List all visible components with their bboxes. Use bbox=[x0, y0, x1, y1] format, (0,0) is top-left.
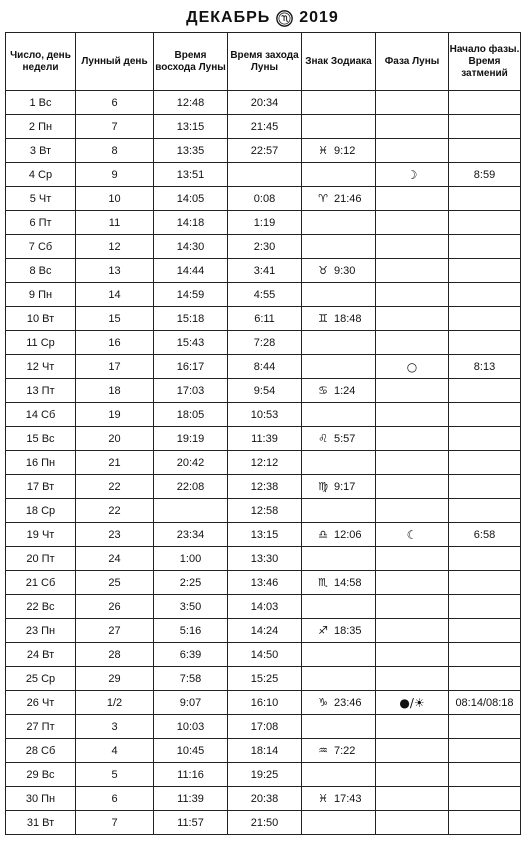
zodiac-cell bbox=[302, 667, 376, 691]
phase-start-cell bbox=[449, 763, 521, 787]
zodiac-cell bbox=[302, 115, 376, 139]
moon-phase-cell bbox=[376, 403, 449, 427]
moonrise-cell: 20:42 bbox=[154, 451, 228, 475]
date-cell: 26 Чт bbox=[6, 691, 76, 715]
zodiac-cell bbox=[302, 715, 376, 739]
zodiac-time: 17:43 bbox=[334, 793, 362, 805]
moon-phase-cell bbox=[376, 235, 449, 259]
moonset-cell: 6:11 bbox=[228, 307, 302, 331]
moonrise-cell: 23:34 bbox=[154, 523, 228, 547]
zodiac-cell bbox=[302, 331, 376, 355]
moon-calendar-table bbox=[5, 32, 521, 835]
moonset-cell: 9:54 bbox=[228, 379, 302, 403]
moonrise-cell: 10:03 bbox=[154, 715, 228, 739]
lunar-day-cell: 7 bbox=[76, 811, 154, 835]
lunar-day-cell: 15 bbox=[76, 307, 154, 331]
zodiac-cell bbox=[302, 547, 376, 571]
moon-phase-cell bbox=[376, 715, 449, 739]
table-row bbox=[6, 643, 521, 667]
zodiac-sign-icon: ♐ bbox=[318, 624, 328, 637]
lunar-day-cell: 18 bbox=[76, 379, 154, 403]
lunar-day-cell: 4 bbox=[76, 739, 154, 763]
title-year: 2019 bbox=[299, 9, 339, 26]
zodiac-cell bbox=[302, 139, 376, 163]
date-cell: 11 Ср bbox=[6, 331, 76, 355]
table-row bbox=[6, 787, 521, 811]
phase-start-cell bbox=[449, 739, 521, 763]
phase-start-cell bbox=[449, 667, 521, 691]
table-row bbox=[6, 187, 521, 211]
zodiac-time: 14:58 bbox=[334, 577, 362, 589]
moonset-cell: 13:15 bbox=[228, 523, 302, 547]
lunar-day-cell: 12 bbox=[76, 235, 154, 259]
moonset-cell: 0:08 bbox=[228, 187, 302, 211]
moonset-cell: 3:41 bbox=[228, 259, 302, 283]
column-header-phase-start: Начало фазы. Время затмений bbox=[449, 33, 521, 91]
phase-start-cell bbox=[449, 379, 521, 403]
moon-phase-icon: ●/☀ bbox=[399, 695, 425, 710]
moon-phase-cell bbox=[376, 331, 449, 355]
phase-start-cell bbox=[449, 283, 521, 307]
phase-start-cell bbox=[449, 187, 521, 211]
lunar-day-cell: 25 bbox=[76, 571, 154, 595]
phase-start-cell bbox=[449, 259, 521, 283]
zodiac-cell bbox=[302, 427, 376, 451]
moonrise-cell: 11:57 bbox=[154, 811, 228, 835]
moon-phase-icon: ○ bbox=[406, 359, 418, 374]
moonrise-cell: 15:18 bbox=[154, 307, 228, 331]
zodiac-time: 9:30 bbox=[334, 265, 356, 277]
lunar-day-cell: 6 bbox=[76, 91, 154, 115]
moon-phase-cell bbox=[376, 139, 449, 163]
moonrise-cell: 14:59 bbox=[154, 283, 228, 307]
moonrise-cell bbox=[154, 499, 228, 523]
moon-phase-cell bbox=[376, 571, 449, 595]
table-row bbox=[6, 259, 521, 283]
date-cell: 10 Вт bbox=[6, 307, 76, 331]
moon-phase-cell bbox=[376, 379, 449, 403]
table-row bbox=[6, 667, 521, 691]
date-cell: 28 Сб bbox=[6, 739, 76, 763]
date-cell: 25 Ср bbox=[6, 667, 76, 691]
capricorn-medallion-icon bbox=[276, 10, 293, 27]
zodiac-time: 23:46 bbox=[334, 697, 362, 709]
zodiac-cell bbox=[302, 643, 376, 667]
date-cell: 31 Вт bbox=[6, 811, 76, 835]
moonrise-cell: 11:39 bbox=[154, 787, 228, 811]
moonset-cell: 21:50 bbox=[228, 811, 302, 835]
lunar-day-cell: 21 bbox=[76, 451, 154, 475]
zodiac-sign-icon: ♓ bbox=[318, 792, 328, 805]
moonrise-cell: 14:30 bbox=[154, 235, 228, 259]
zodiac-cell bbox=[302, 763, 376, 787]
moon-phase-cell bbox=[376, 307, 449, 331]
calendar-page bbox=[5, 4, 520, 835]
column-header-moon-phase: Фаза Луны bbox=[376, 33, 449, 91]
table-row bbox=[6, 427, 521, 451]
moonrise-cell: 14:05 bbox=[154, 187, 228, 211]
phase-start-cell bbox=[449, 91, 521, 115]
lunar-day-cell: 17 bbox=[76, 355, 154, 379]
zodiac-cell bbox=[302, 739, 376, 763]
moonset-cell: 7:28 bbox=[228, 331, 302, 355]
lunar-day-cell: 29 bbox=[76, 667, 154, 691]
date-cell: 21 Сб bbox=[6, 571, 76, 595]
zodiac-time: 21:46 bbox=[334, 193, 362, 205]
table-row bbox=[6, 91, 521, 115]
moonset-cell: 11:39 bbox=[228, 427, 302, 451]
moon-phase-icon: ☽ bbox=[406, 167, 418, 182]
moonrise-cell: 15:43 bbox=[154, 331, 228, 355]
zodiac-cell bbox=[302, 451, 376, 475]
phase-start-cell bbox=[449, 715, 521, 739]
zodiac-sign-icon: ♏ bbox=[318, 576, 328, 589]
moonrise-cell: 7:58 bbox=[154, 667, 228, 691]
moonset-cell: 12:38 bbox=[228, 475, 302, 499]
moonrise-cell: 16:17 bbox=[154, 355, 228, 379]
phase-start-cell bbox=[449, 811, 521, 835]
phase-start-cell: 8:13 bbox=[449, 355, 521, 379]
lunar-day-cell: 19 bbox=[76, 403, 154, 427]
date-cell: 22 Вс bbox=[6, 595, 76, 619]
table-row bbox=[6, 571, 521, 595]
moonset-cell: 20:38 bbox=[228, 787, 302, 811]
moon-phase-cell bbox=[376, 115, 449, 139]
zodiac-time: 7:22 bbox=[334, 745, 356, 757]
moonrise-cell: 13:15 bbox=[154, 115, 228, 139]
moonrise-cell: 9:07 bbox=[154, 691, 228, 715]
moon-phase-cell bbox=[376, 523, 449, 547]
moonrise-cell: 18:05 bbox=[154, 403, 228, 427]
zodiac-cell bbox=[302, 259, 376, 283]
lunar-day-cell: 23 bbox=[76, 523, 154, 547]
table-body bbox=[6, 91, 521, 835]
zodiac-sign-icon: ♒ bbox=[318, 744, 328, 757]
moonset-cell: 13:46 bbox=[228, 571, 302, 595]
lunar-day-cell: 20 bbox=[76, 427, 154, 451]
table-row bbox=[6, 283, 521, 307]
zodiac-sign-icon: ♓ bbox=[318, 144, 328, 157]
zodiac-cell bbox=[302, 91, 376, 115]
moon-phase-cell bbox=[376, 691, 449, 715]
phase-start-cell bbox=[449, 139, 521, 163]
table-row bbox=[6, 763, 521, 787]
table-row bbox=[6, 139, 521, 163]
lunar-day-cell: 24 bbox=[76, 547, 154, 571]
lunar-day-cell: 28 bbox=[76, 643, 154, 667]
table-row bbox=[6, 451, 521, 475]
moonset-cell: 1:19 bbox=[228, 211, 302, 235]
date-cell: 20 Пт bbox=[6, 547, 76, 571]
table-row bbox=[6, 811, 521, 835]
moonset-cell: 8:44 bbox=[228, 355, 302, 379]
zodiac-cell bbox=[302, 475, 376, 499]
table-row bbox=[6, 163, 521, 187]
date-cell: 13 Пт bbox=[6, 379, 76, 403]
moon-phase-cell bbox=[376, 643, 449, 667]
phase-start-cell: 08:14/08:18 bbox=[449, 691, 521, 715]
table-header-row bbox=[6, 33, 521, 91]
zodiac-cell bbox=[302, 379, 376, 403]
moon-phase-cell bbox=[376, 451, 449, 475]
moonset-cell: 15:25 bbox=[228, 667, 302, 691]
title-month: ДЕКАБРЬ bbox=[186, 9, 271, 26]
moon-phase-cell bbox=[376, 667, 449, 691]
column-header-lunar-day: Лунный день bbox=[76, 33, 154, 91]
column-header-moonrise: Время восхода Луны bbox=[154, 33, 228, 91]
date-cell: 14 Сб bbox=[6, 403, 76, 427]
moon-phase-cell bbox=[376, 187, 449, 211]
zodiac-cell bbox=[302, 523, 376, 547]
phase-start-cell bbox=[449, 115, 521, 139]
lunar-day-cell: 9 bbox=[76, 163, 154, 187]
table-row bbox=[6, 739, 521, 763]
moonset-cell bbox=[228, 163, 302, 187]
zodiac-cell bbox=[302, 283, 376, 307]
moon-phase-cell bbox=[376, 739, 449, 763]
moonset-cell: 13:30 bbox=[228, 547, 302, 571]
moonset-cell: 12:58 bbox=[228, 499, 302, 523]
lunar-day-cell: 26 bbox=[76, 595, 154, 619]
zodiac-time: 18:48 bbox=[334, 313, 362, 325]
lunar-day-cell: 3 bbox=[76, 715, 154, 739]
zodiac-sign-icon: ♈ bbox=[318, 192, 328, 205]
phase-start-cell bbox=[449, 331, 521, 355]
lunar-day-cell: 7 bbox=[76, 115, 154, 139]
moon-phase-cell bbox=[376, 547, 449, 571]
phase-start-cell bbox=[449, 547, 521, 571]
phase-start-cell bbox=[449, 787, 521, 811]
zodiac-cell bbox=[302, 499, 376, 523]
date-cell: 23 Пн bbox=[6, 619, 76, 643]
moonset-cell: 22:57 bbox=[228, 139, 302, 163]
column-header-zodiac-sign: Знак Зодиака bbox=[302, 33, 376, 91]
moon-phase-icon: ☾ bbox=[406, 527, 418, 542]
table-row bbox=[6, 235, 521, 259]
table-row bbox=[6, 523, 521, 547]
moonrise-cell: 3:50 bbox=[154, 595, 228, 619]
moonset-cell: 16:10 bbox=[228, 691, 302, 715]
table-row bbox=[6, 475, 521, 499]
moon-phase-cell bbox=[376, 91, 449, 115]
moonrise-cell: 2:25 bbox=[154, 571, 228, 595]
date-cell: 27 Пт bbox=[6, 715, 76, 739]
table-row bbox=[6, 403, 521, 427]
zodiac-cell bbox=[302, 307, 376, 331]
lunar-day-cell: 11 bbox=[76, 211, 154, 235]
moonrise-cell: 14:44 bbox=[154, 259, 228, 283]
table-row bbox=[6, 115, 521, 139]
moon-phase-cell bbox=[376, 259, 449, 283]
moonset-cell: 14:50 bbox=[228, 643, 302, 667]
phase-start-cell bbox=[449, 235, 521, 259]
date-cell: 18 Ср bbox=[6, 499, 76, 523]
table-row bbox=[6, 499, 521, 523]
moonset-cell: 14:24 bbox=[228, 619, 302, 643]
zodiac-cell bbox=[302, 691, 376, 715]
moon-phase-cell bbox=[376, 475, 449, 499]
date-cell: 12 Чт bbox=[6, 355, 76, 379]
phase-start-cell bbox=[449, 307, 521, 331]
moonset-cell: 2:30 bbox=[228, 235, 302, 259]
moonrise-cell: 19:19 bbox=[154, 427, 228, 451]
moonset-cell: 20:34 bbox=[228, 91, 302, 115]
lunar-day-cell: 13 bbox=[76, 259, 154, 283]
lunar-day-cell: 27 bbox=[76, 619, 154, 643]
date-cell: 29 Вс bbox=[6, 763, 76, 787]
moonset-cell: 17:08 bbox=[228, 715, 302, 739]
table-row bbox=[6, 691, 521, 715]
zodiac-cell bbox=[302, 163, 376, 187]
lunar-day-cell: 1/2 bbox=[76, 691, 154, 715]
moonrise-cell: 22:08 bbox=[154, 475, 228, 499]
zodiac-cell bbox=[302, 787, 376, 811]
date-cell: 2 Пн bbox=[6, 115, 76, 139]
phase-start-cell: 8:59 bbox=[449, 163, 521, 187]
zodiac-cell bbox=[302, 355, 376, 379]
zodiac-cell bbox=[302, 571, 376, 595]
phase-start-cell bbox=[449, 403, 521, 427]
moon-phase-cell bbox=[376, 211, 449, 235]
lunar-day-cell: 22 bbox=[76, 475, 154, 499]
moonset-cell: 12:12 bbox=[228, 451, 302, 475]
zodiac-time: 18:35 bbox=[334, 625, 362, 637]
zodiac-cell bbox=[302, 211, 376, 235]
zodiac-cell bbox=[302, 595, 376, 619]
date-cell: 19 Чт bbox=[6, 523, 76, 547]
zodiac-cell bbox=[302, 403, 376, 427]
zodiac-cell bbox=[302, 235, 376, 259]
date-cell: 17 Вт bbox=[6, 475, 76, 499]
date-cell: 1 Вс bbox=[6, 91, 76, 115]
table-row bbox=[6, 619, 521, 643]
date-cell: 7 Сб bbox=[6, 235, 76, 259]
phase-start-cell bbox=[449, 475, 521, 499]
zodiac-sign-icon: ♎ bbox=[318, 528, 328, 541]
moonrise-cell: 13:35 bbox=[154, 139, 228, 163]
moonrise-cell: 14:18 bbox=[154, 211, 228, 235]
moonset-cell: 10:53 bbox=[228, 403, 302, 427]
moonset-cell: 4:55 bbox=[228, 283, 302, 307]
date-cell: 16 Пн bbox=[6, 451, 76, 475]
column-header-date: Число, день недели bbox=[6, 33, 76, 91]
moonrise-cell: 13:51 bbox=[154, 163, 228, 187]
date-cell: 9 Пн bbox=[6, 283, 76, 307]
table-row bbox=[6, 307, 521, 331]
moonset-cell: 14:03 bbox=[228, 595, 302, 619]
lunar-day-cell: 14 bbox=[76, 283, 154, 307]
table-row bbox=[6, 355, 521, 379]
phase-start-cell bbox=[449, 211, 521, 235]
table-row bbox=[6, 715, 521, 739]
zodiac-cell bbox=[302, 187, 376, 211]
date-cell: 4 Ср bbox=[6, 163, 76, 187]
zodiac-cell bbox=[302, 619, 376, 643]
zodiac-time: 9:12 bbox=[334, 145, 356, 157]
lunar-day-cell: 6 bbox=[76, 787, 154, 811]
moonrise-cell: 6:39 bbox=[154, 643, 228, 667]
phase-start-cell: 6:58 bbox=[449, 523, 521, 547]
moon-phase-cell bbox=[376, 499, 449, 523]
table-row bbox=[6, 547, 521, 571]
phase-start-cell bbox=[449, 619, 521, 643]
date-cell: 24 Вт bbox=[6, 643, 76, 667]
lunar-day-cell: 16 bbox=[76, 331, 154, 355]
moon-phase-cell bbox=[376, 811, 449, 835]
moon-phase-cell bbox=[376, 763, 449, 787]
phase-start-cell bbox=[449, 643, 521, 667]
lunar-day-cell: 22 bbox=[76, 499, 154, 523]
zodiac-sign-icon: ♋ bbox=[318, 384, 328, 397]
moonset-cell: 18:14 bbox=[228, 739, 302, 763]
zodiac-time: 1:24 bbox=[334, 385, 356, 397]
zodiac-time: 12:06 bbox=[334, 529, 362, 541]
moonrise-cell: 17:03 bbox=[154, 379, 228, 403]
moon-phase-cell bbox=[376, 787, 449, 811]
date-cell: 6 Пт bbox=[6, 211, 76, 235]
zodiac-cell bbox=[302, 811, 376, 835]
table-row bbox=[6, 331, 521, 355]
zodiac-sign-icon: ♉ bbox=[318, 264, 328, 277]
zodiac-time: 9:17 bbox=[334, 481, 356, 493]
phase-start-cell bbox=[449, 595, 521, 619]
date-cell: 5 Чт bbox=[6, 187, 76, 211]
moon-phase-cell bbox=[376, 163, 449, 187]
date-cell: 15 Вс bbox=[6, 427, 76, 451]
date-cell: 30 Пн bbox=[6, 787, 76, 811]
moon-phase-cell bbox=[376, 595, 449, 619]
zodiac-sign-icon: ♊ bbox=[318, 312, 328, 325]
moonrise-cell: 1:00 bbox=[154, 547, 228, 571]
phase-start-cell bbox=[449, 571, 521, 595]
phase-start-cell bbox=[449, 427, 521, 451]
date-cell: 8 Вс bbox=[6, 259, 76, 283]
moonrise-cell: 11:16 bbox=[154, 763, 228, 787]
date-cell: 3 Вт bbox=[6, 139, 76, 163]
moonset-cell: 21:45 bbox=[228, 115, 302, 139]
table-row bbox=[6, 379, 521, 403]
moonrise-cell: 10:45 bbox=[154, 739, 228, 763]
lunar-day-cell: 5 bbox=[76, 763, 154, 787]
zodiac-sign-icon: ♍ bbox=[318, 480, 328, 493]
table-row bbox=[6, 595, 521, 619]
moonrise-cell: 5:16 bbox=[154, 619, 228, 643]
moonset-cell: 19:25 bbox=[228, 763, 302, 787]
moon-phase-cell bbox=[376, 427, 449, 451]
phase-start-cell bbox=[449, 451, 521, 475]
moon-phase-cell bbox=[376, 283, 449, 307]
table-row bbox=[6, 211, 521, 235]
zodiac-sign-icon: ♌ bbox=[318, 432, 328, 445]
page-title bbox=[5, 4, 520, 32]
column-header-moonset: Время захода Луны bbox=[228, 33, 302, 91]
lunar-day-cell: 10 bbox=[76, 187, 154, 211]
lunar-day-cell: 8 bbox=[76, 139, 154, 163]
zodiac-sign-icon: ♑ bbox=[318, 696, 328, 709]
moonrise-cell: 12:48 bbox=[154, 91, 228, 115]
zodiac-time: 5:57 bbox=[334, 433, 356, 445]
moon-phase-cell bbox=[376, 355, 449, 379]
phase-start-cell bbox=[449, 499, 521, 523]
moon-phase-cell bbox=[376, 619, 449, 643]
